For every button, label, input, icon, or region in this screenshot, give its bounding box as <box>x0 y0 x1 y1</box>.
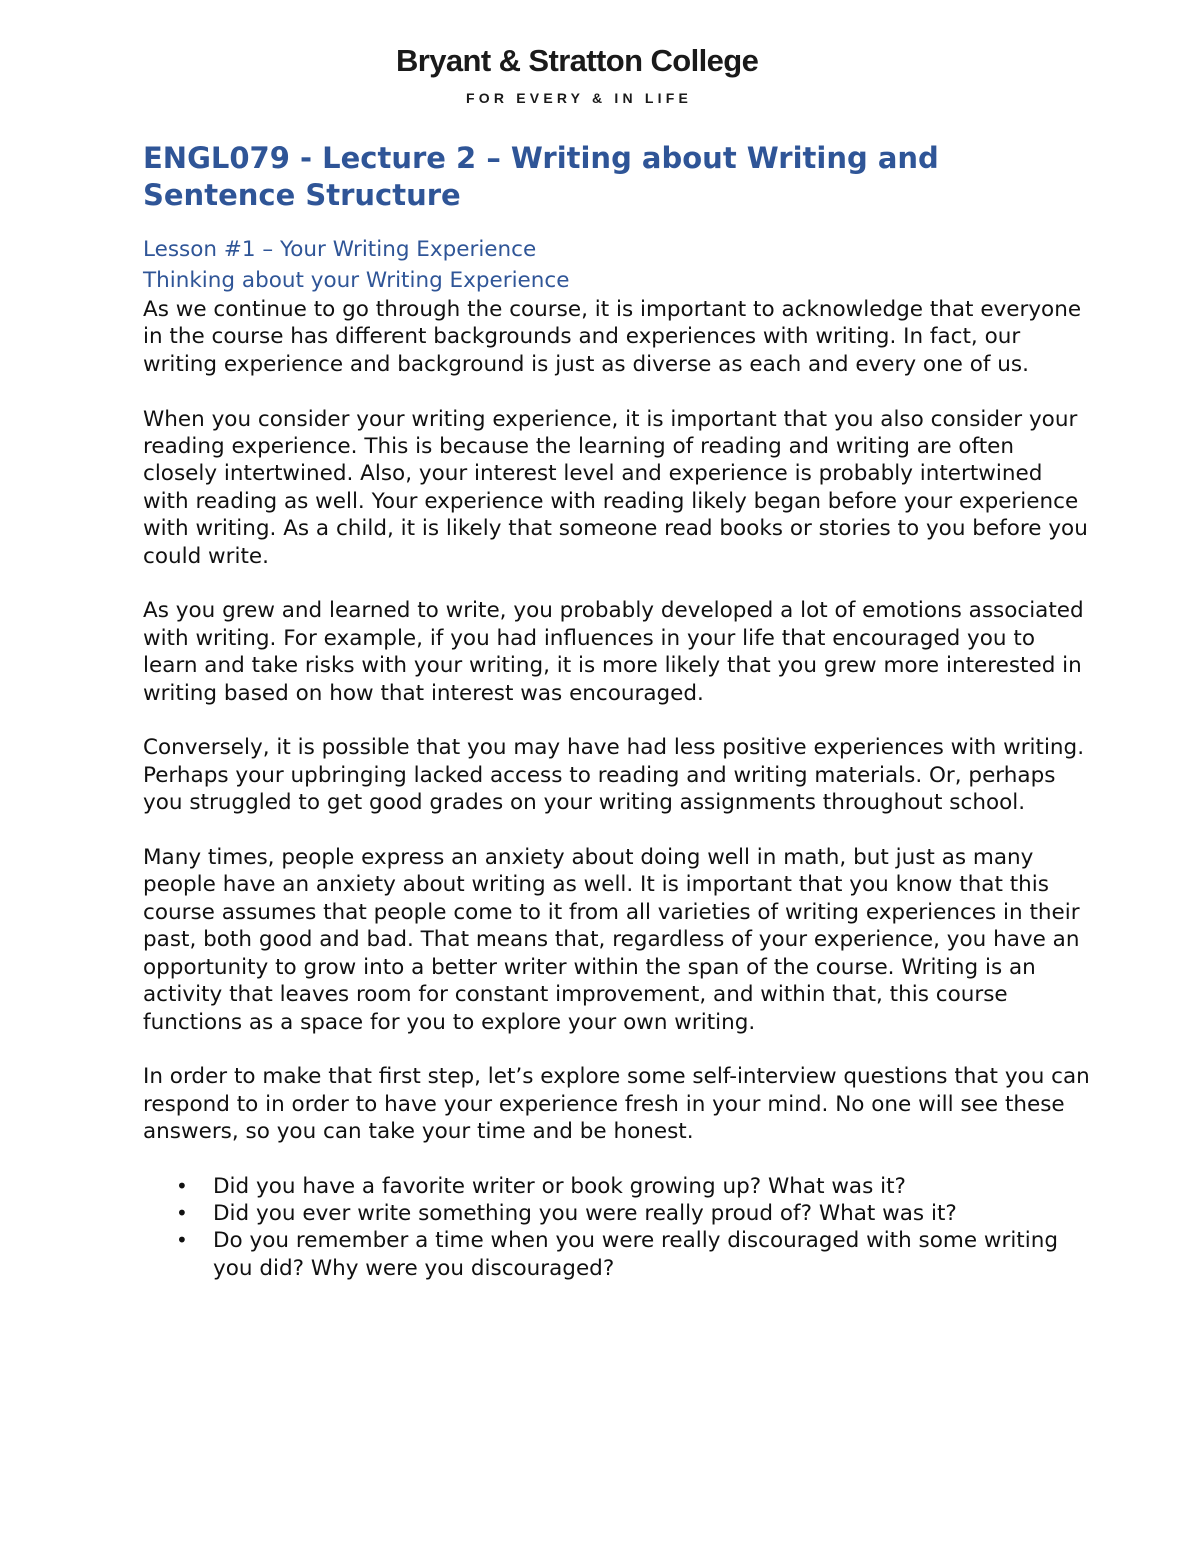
question-text: Do you remember a time when you were really discouraged with some writing you did? Why were you discouraged? <box>213 1228 1058 1281</box>
bullet-icon: • <box>176 1228 188 1253</box>
list-item <box>143 1173 1093 1200</box>
paragraph-reading-experience: When you consider your writing experience, it is important that you also consider your reading experience. This is because the learning of reading and writing are often closely intertwined. Also, your interest level and experience is probably intertwined with reading as well. Your experience with reading likely began before your experience with writing. As a child, it is likely that someone read books or stories to you before you could write. <box>143 406 1088 569</box>
section-heading: Thinking about your Writing Experience <box>143 268 570 293</box>
bullet-icon: • <box>176 1200 188 1225</box>
paragraph-intro: As we continue to go through the course, it is important to acknowledge that everyone in the course has different backgrounds and experiences with writing. In fact, our writing experience and background is just as diverse as each and every one of us. <box>143 297 1082 377</box>
college-logo <box>396 42 806 106</box>
list-item <box>143 1200 1093 1227</box>
paragraph-self-interview: In order to make that first step, let’s explore some self-interview questions that you can respond to in order to have your experience fresh in your mind. No one will see these answers, so you can take your time and be honest. <box>143 1064 1090 1145</box>
list-item <box>143 1227 1093 1282</box>
paragraph-emotions: As you grew and learned to write, you probably developed a lot of emotions associated with writing. For example, if you had influences in your life that encouraged you to learn and take risks with your writing, it is more likely that you grew more interested in writing based on how that interest was encouraged. <box>143 598 1084 706</box>
question-text: Did you ever write something you were really proud of? What was it? <box>213 1200 957 1226</box>
paragraph-negative-experiences: Conversely, it is possible that you may have had less positive experiences with writing. Perhaps your upbringing lacked access to reading and writing materials. Or, perhaps you struggled to get good grades on your writing assignments throughout school. <box>143 735 1085 816</box>
lesson-heading: Lesson #1 – Your Writing Experience <box>143 237 537 262</box>
question-text: Did you have a favorite writer or book growing up? What was it? <box>213 1173 906 1199</box>
document-body <box>143 140 1093 1282</box>
document-title: ENGL079 - Lecture 2 – Writing about Writing and Sentence Structure <box>143 141 939 212</box>
college-tagline: FOR EVERY & IN LIFE <box>466 90 693 106</box>
question-list <box>143 1173 1093 1283</box>
paragraph-anxiety: Many times, people express an anxiety about doing well in math, but just as many people have an anxiety about writing as well. It is important that you know that this course assumes that people come to it from all varieties of writing experiences in their past, both good and bad. That means that, regardless of your experience, you have an opportunity to grow into a better writer within the span of the course. Writing is an activity that leaves room for constant improvement, and within that, this course functions as a space for you to explore your own writing. <box>143 845 1080 1035</box>
bullet-icon: • <box>176 1173 188 1198</box>
college-name: Bryant & Stratton College <box>396 43 759 78</box>
